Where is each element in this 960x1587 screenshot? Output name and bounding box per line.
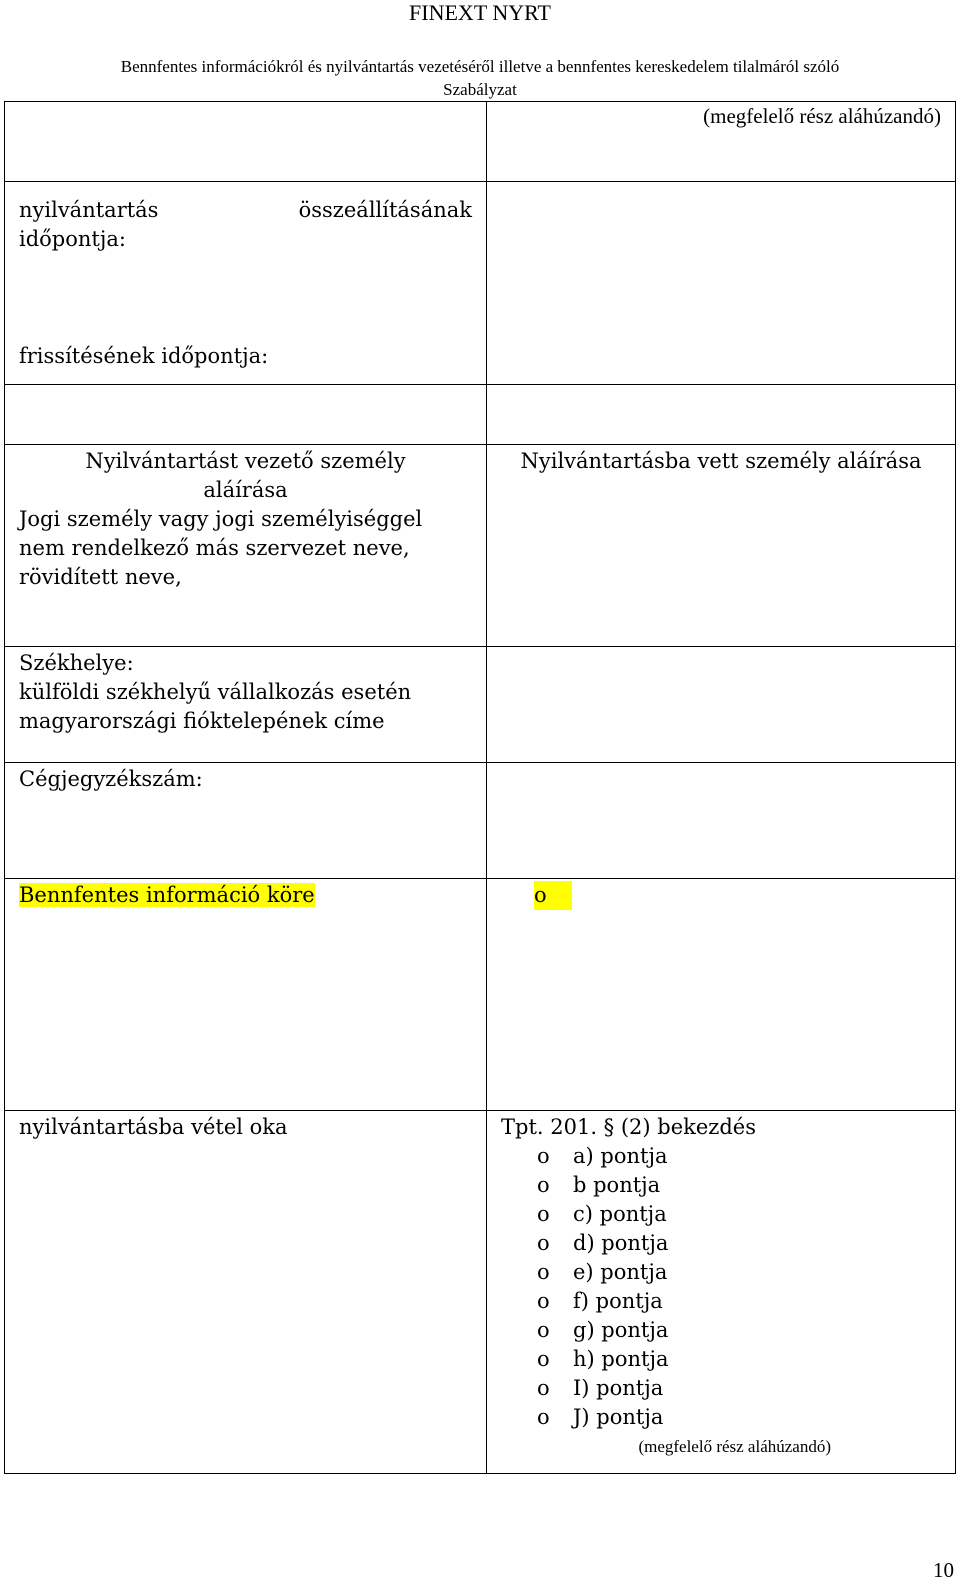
legal-reference: Tpt. 201. § (2) bekezdés [501,1115,757,1139]
regno-label: Cégjegyzékszám: [19,767,203,791]
seat-label: Székhelye: [19,651,134,675]
row-reason [5,1111,956,1474]
option-label: a) pontja [573,1144,668,1168]
compiled-date-label: nyilvántartás összeállításának [19,198,472,222]
keeper-signature-label: Nyilvántartást vezető személy [85,449,406,473]
row-signatures [5,445,956,647]
reason-option-item[interactable] [537,1345,941,1374]
note-underline-bottom: (megfelelő rész aláhúzandó) [638,1437,831,1456]
reason-option-item[interactable] [537,1142,941,1171]
option-bullet: o [537,1289,550,1313]
option-bullet: o [537,1202,550,1226]
option-label: c) pontja [573,1202,667,1226]
recorded-signature-label: Nyilvántartásba vett személy aláírása [520,449,922,473]
option-bullet: o [537,1144,550,1168]
option-bullet: o [537,1231,550,1255]
compiled-date-label-cont: időpontja: [19,227,126,251]
reason-option-item[interactable] [537,1229,941,1258]
subtitle-line-2: Szabályzat [443,80,517,99]
row-spacer [5,385,956,445]
row-dates [5,182,956,385]
row-regno [5,763,956,879]
option-bullet: o [537,1260,550,1284]
cell-recorded-signature[interactable] [487,445,956,647]
cell-reason-label [5,1111,487,1474]
option-label: g) pontja [573,1318,669,1342]
reason-option-item[interactable] [537,1171,941,1200]
entity-name-label: Jogi személy vagy jogi személyiséggel [19,507,423,531]
updated-date-label: frissítésének időpontja: [19,344,269,368]
cell-regno-label [5,763,487,879]
cell-reason-value [487,1111,956,1474]
reason-options-list [501,1142,941,1432]
cell-seat-label: Székhelye: külföldi székhelyű vállalkozás esetén magyarországi fióktelepének címe [5,647,487,763]
option-label: e) pontja [573,1260,668,1284]
reason-option-item[interactable] [537,1374,941,1403]
cell-insider-scope-value[interactable] [487,879,956,1111]
option-label: I) pontja [573,1376,664,1400]
cell-empty-top-left [5,102,487,182]
cell-regno-value[interactable] [487,763,956,879]
option-label: f) pontja [573,1289,663,1313]
insider-scope-checkbox-marker[interactable]: o [534,881,572,910]
reason-option-item[interactable] [537,1258,941,1287]
cell-insider-scope-label [5,879,487,1111]
note-underline-top: (megfelelő rész aláhúzandó) [487,102,956,182]
option-bullet: o [537,1318,550,1342]
cell-dates-value[interactable] [487,182,956,385]
row-seat [5,647,956,763]
option-label: b pontja [573,1173,661,1197]
reason-label: nyilvántartásba vétel oka [19,1115,288,1139]
reason-option-item[interactable] [537,1200,941,1229]
option-bullet: o [537,1347,550,1371]
option-bullet: o [537,1405,550,1429]
reason-option-item[interactable] [537,1316,941,1345]
cell-keeper-signature: Nyilvántartást vezető személy aláírása Jogi személy vagy jogi személyiséggel nem rendelkező más szervezet neve, rövidített neve, [5,445,487,647]
register-form-table [4,101,956,1474]
reason-option-item[interactable] [537,1403,941,1432]
option-label: d) pontja [573,1231,669,1255]
option-bullet: o [537,1376,550,1400]
row-note-top [5,102,956,182]
reason-option-item[interactable] [537,1287,941,1316]
subtitle-line-1: Bennfentes információkról és nyilvántartás vezetéséről illetve a bennfentes kereskedelem tilalmáról szóló [120,57,840,76]
option-label: h) pontja [573,1347,669,1371]
cell-seat-value[interactable] [487,647,956,763]
document-subtitle [0,55,960,101]
insider-scope-label: Bennfentes információ köre [19,883,315,907]
option-bullet: o [537,1173,550,1197]
option-label: J) pontja [573,1405,664,1429]
page-number: 10 [933,1558,954,1582]
document-title: FINEXT NYRT [409,0,551,25]
cell-dates-labels [5,182,487,385]
row-insider-scope [5,879,956,1111]
